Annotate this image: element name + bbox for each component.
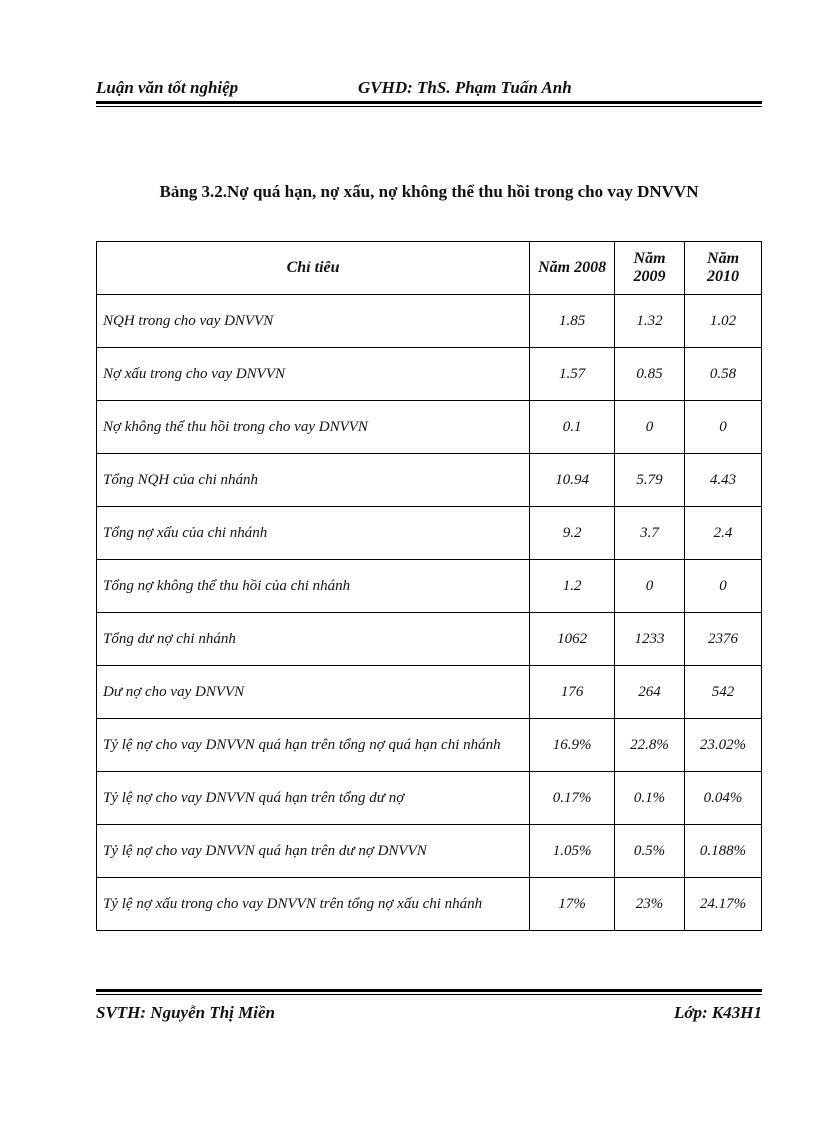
cell-2008: 1.85 <box>530 295 615 348</box>
table-row <box>97 295 762 348</box>
cell-2008: 16.9% <box>530 719 615 772</box>
cell-2008: 1062 <box>530 613 615 666</box>
cell-2010: 24.17% <box>685 878 762 931</box>
table-row <box>97 348 762 401</box>
footer-rule <box>96 989 762 995</box>
table-row <box>97 772 762 825</box>
table-row <box>97 666 762 719</box>
row-label: Tổng NQH của chi nhánh <box>97 454 530 507</box>
cell-2009: 264 <box>615 666 685 719</box>
cell-2008: 0.17% <box>530 772 615 825</box>
debt-table <box>96 241 762 931</box>
table-row <box>97 560 762 613</box>
table-row <box>97 507 762 560</box>
cell-2009: 1.32 <box>615 295 685 348</box>
cell-2008: 9.2 <box>530 507 615 560</box>
cell-2009: 0.1% <box>615 772 685 825</box>
table-row <box>97 454 762 507</box>
row-label: Nợ xấu trong cho vay DNVVN <box>97 348 530 401</box>
cell-2010: 2.4 <box>685 507 762 560</box>
cell-2010: 0.58 <box>685 348 762 401</box>
header-rule <box>96 101 762 107</box>
row-label: NQH trong cho vay DNVVN <box>97 295 530 348</box>
row-label: Tổng dư nợ chi nhánh <box>97 613 530 666</box>
table-row <box>97 825 762 878</box>
column-header-2009: Năm 2009 <box>615 242 685 295</box>
table-row <box>97 613 762 666</box>
cell-2008: 10.94 <box>530 454 615 507</box>
cell-2010: 0.188% <box>685 825 762 878</box>
cell-2009: 23% <box>615 878 685 931</box>
column-header-2010: Năm 2010 <box>685 242 762 295</box>
cell-2008: 17% <box>530 878 615 931</box>
column-header-indicator: Chỉ tiêu <box>97 242 530 295</box>
cell-2009: 22.8% <box>615 719 685 772</box>
header-thesis-label: Luận văn tốt nghiệp <box>96 78 239 97</box>
footer-class: Lớp: K43H1 <box>674 1003 762 1022</box>
cell-2009: 0 <box>615 401 685 454</box>
table-row <box>97 719 762 772</box>
cell-2010: 23.02% <box>685 719 762 772</box>
footer-student: SVTH: Nguyễn Thị Miền <box>96 1003 275 1022</box>
table-row <box>97 401 762 454</box>
cell-2010: 542 <box>685 666 762 719</box>
cell-2010: 2376 <box>685 613 762 666</box>
cell-2009: 3.7 <box>615 507 685 560</box>
cell-2009: 0.5% <box>615 825 685 878</box>
column-header-2008: Năm 2008 <box>530 242 615 295</box>
header-advisor: GVHD: ThS. Phạm Tuấn Anh <box>358 78 572 97</box>
cell-2010: 0 <box>685 560 762 613</box>
row-label: Tỷ lệ nợ cho vay DNVVN quá hạn trên dư nợ DNVVN <box>97 825 530 878</box>
cell-2010: 0.04% <box>685 772 762 825</box>
cell-2009: 0 <box>615 560 685 613</box>
page-header <box>96 70 762 100</box>
cell-2010: 0 <box>685 401 762 454</box>
cell-2008: 1.2 <box>530 560 615 613</box>
cell-2009: 5.79 <box>615 454 685 507</box>
cell-2008: 1.05% <box>530 825 615 878</box>
cell-2010: 1.02 <box>685 295 762 348</box>
cell-2009: 0.85 <box>615 348 685 401</box>
row-label: Tỷ lệ nợ cho vay DNVVN quá hạn trên tổng dư nợ <box>97 772 530 825</box>
table-row <box>97 878 762 931</box>
row-label: Tổng nợ xấu của chi nhánh <box>97 507 530 560</box>
cell-2008: 0.1 <box>530 401 615 454</box>
row-label: Tổng nợ không thể thu hồi của chi nhánh <box>97 560 530 613</box>
cell-2010: 4.43 <box>685 454 762 507</box>
page-footer <box>96 1000 762 1026</box>
cell-2009: 1233 <box>615 613 685 666</box>
cell-2008: 176 <box>530 666 615 719</box>
table-header-row <box>97 242 762 295</box>
row-label: Tỷ lệ nợ xấu trong cho vay DNVVN trên tổng nợ xấu chi nhánh <box>97 878 530 931</box>
table-title: Bảng 3.2.Nợ quá hạn, nợ xấu, nợ không thể thu hồi trong cho vay DNVVN <box>159 182 699 201</box>
row-label: Tỷ lệ nợ cho vay DNVVN quá hạn trên tổng nợ quá hạn chi nhánh <box>97 719 530 772</box>
row-label: Nợ không thể thu hồi trong cho vay DNVVN <box>97 401 530 454</box>
row-label: Dư nợ cho vay DNVVN <box>97 666 530 719</box>
cell-2008: 1.57 <box>530 348 615 401</box>
